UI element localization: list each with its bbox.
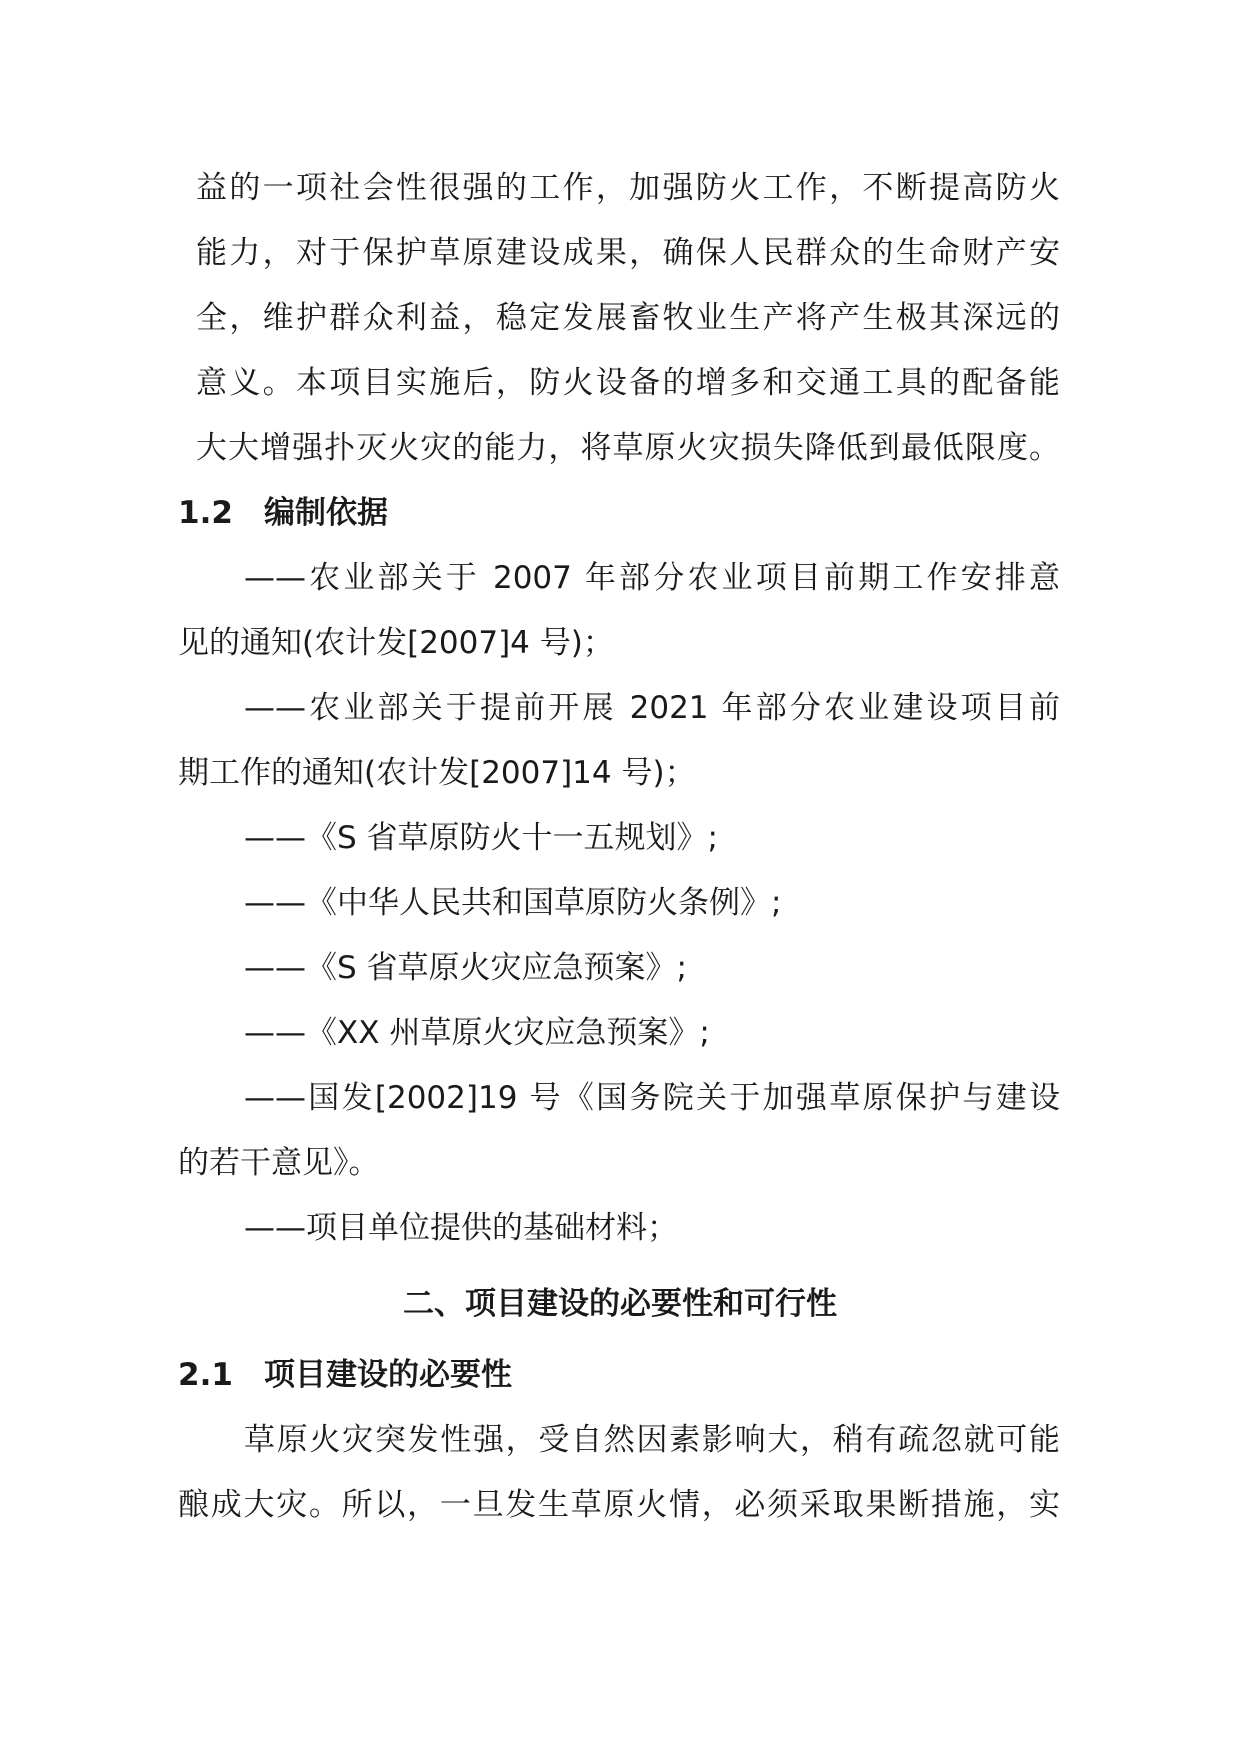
intro-line-1: 益的一项社会性很强的工作，加强防火工作，不断提高防火 [196,170,1060,206]
basis-item-4: ——《中华人民共和国草原防火条例》; [244,885,782,921]
intro-line-5: 大大增强扑灭火灾的能力，将草原火灾损失降低到最低限度。 [196,430,1060,466]
chapter-title: 二、项目建设的必要性和可行性 [403,1286,837,1322]
basis-item-1-line-1: ——农业部关于 2007 年部分农业项目前期工作安排意 [244,560,1060,596]
basis-item-1-line-2: 见的通知(农计发[2007]4 号)； [178,625,614,661]
basis-item-8: ——项目单位提供的基础材料； [244,1210,678,1246]
necessity-line-2: 酿成大灾。所以，一旦发生草原火情，必须采取果断措施，实 [178,1487,1060,1523]
basis-item-2-line-2: 期工作的通知(农计发[2007]14 号)； [178,755,696,791]
basis-item-7-line-1: ——国发[2002]19 号《国务院关于加强草原保护与建设 [244,1080,1060,1116]
section-number: 2.1 [178,1357,233,1393]
section-title: 编制依据 [264,495,388,531]
section-heading-2-1 [178,1355,512,1395]
intro-line-2: 能力，对于保护草原建设成果，确保人民群众的生命财产安 [196,235,1060,271]
section-number: 1.2 [178,495,233,531]
intro-line-3: 全，维护群众利益，稳定发展畜牧业生产将产生极其深远的 [196,300,1060,336]
basis-item-6: ——《XX 州草原火灾应急预案》; [244,1015,710,1051]
basis-item-2-line-1: ——农业部关于提前开展 2021 年部分农业建设项目前 [244,690,1060,726]
section-heading-1-2 [178,493,388,533]
basis-item-7-line-2: 的若干意见》。 [178,1145,380,1181]
basis-item-5: ——《S 省草原火灾应急预案》; [244,950,687,986]
necessity-line-1: 草原火灾突发性强，受自然因素影响大，稍有疏忽就可能 [244,1422,1060,1458]
intro-line-4: 意义。本项目实施后，防火设备的增多和交通工具的配备能 [196,365,1060,401]
section-title: 项目建设的必要性 [264,1357,512,1393]
basis-item-3: ——《S 省草原防火十一五规划》; [244,820,718,856]
